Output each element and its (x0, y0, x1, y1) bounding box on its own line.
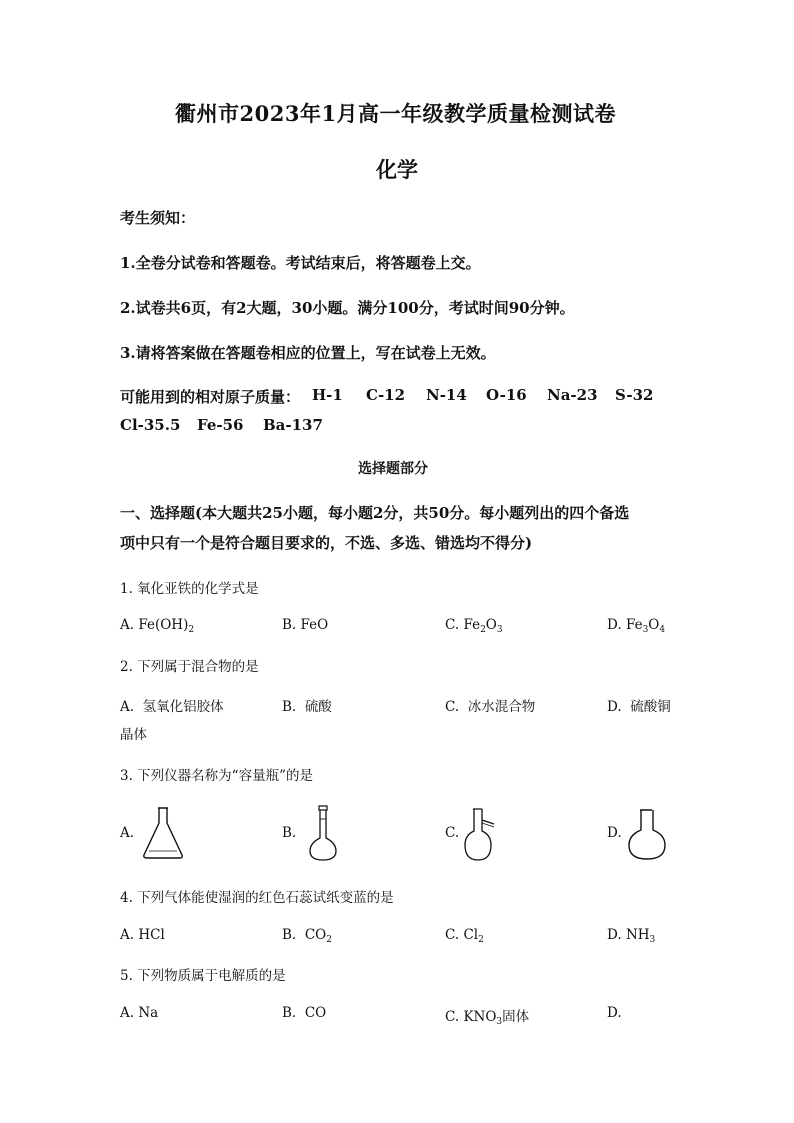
section-instructions-line2: 项中只有一个是符合题目要求的，不选、多选、错选均不得分) (120, 534, 533, 552)
q4-option-b: B. $CO_2$ (282, 927, 332, 945)
q3-option-c-label: C. (445, 825, 460, 841)
atomic-mass-c: C-12 (366, 386, 406, 404)
notice-item-3: 3.请将答案做在答题卷相应的位置上，写在试卷上无效。 (120, 344, 496, 362)
q4-option-c: C. $Cl_2$ (445, 927, 484, 945)
notice-item-1: 1.全卷分试卷和答题卷。考试结束后，将答题卷上交。 (120, 254, 481, 272)
atomic-mass-s: S-32 (615, 386, 654, 404)
q1-option-c: C. $Fe_2O_3$ (445, 617, 503, 635)
q3-option-a-label: A. (120, 825, 135, 841)
q1-option-a: A. $Fe(OH)_2$ (120, 617, 195, 635)
q4-option-d: D. $NH_3$ (607, 927, 656, 945)
atomic-mass-na: Na-23 (547, 386, 598, 404)
q2-option-b: B. 硫酸 (282, 699, 332, 715)
exam-title: 衢州市2023年1月高一年级教学质量检测试卷 (175, 101, 617, 126)
q1-option-b: B. FeO (282, 617, 329, 633)
atomic-mass-h: H-1 (312, 386, 343, 404)
section-instructions-line1: 一、选择题(本大题共25小题，每小题2分，共50分。每小题列出的四个备选 (120, 504, 630, 522)
volumetric-flask-icon (305, 804, 341, 864)
question-2-stem: 2. 下列属于混合物的是 (120, 659, 259, 675)
atomic-mass-ba: Ba-137 (263, 416, 323, 434)
notice-item-2: 2.试卷共6页，有2大题，30小题。满分100分，考试时间90分钟。 (120, 299, 575, 317)
round-bottom-flask-icon (625, 808, 669, 862)
question-5-stem: 5. 下列物质属于电解质的是 (120, 968, 286, 984)
part-title: 选择题部分 (358, 461, 428, 477)
q3-option-d-label: D. (607, 825, 622, 841)
q1-option-d: D. $Fe_3O_4$ (607, 617, 666, 635)
atomic-mass-o: O-16 (486, 386, 527, 404)
notice-heading: 考生须知： (120, 209, 196, 227)
erlenmeyer-flask-icon (140, 805, 186, 861)
q5-option-c: C. $KNO_3$固体 (445, 1009, 530, 1027)
q2-option-a: A. 氢氧化铝胶体 (120, 699, 224, 715)
q2-option-d: D. 硫酸铜 (607, 699, 671, 715)
q2-option-c: C. 冰水混合物 (445, 699, 536, 715)
atomic-mass-cl: Cl-35.5 (120, 416, 181, 434)
question-1-stem: 1. 氧化亚铁的化学式是 (120, 581, 259, 597)
q5-option-a: A. Na (120, 1005, 159, 1021)
atomic-mass-label: 可能用到的相对原子质量： (120, 388, 301, 406)
question-3-stem: 3. 下列仪器名称为“容量瓶”的是 (120, 768, 313, 784)
atomic-mass-n: N-14 (426, 386, 467, 404)
question-4-stem: 4. 下列气体能使湿润的红色石蕊试纸变蓝的是 (120, 890, 394, 906)
subject-title: 化学 (376, 157, 418, 182)
distillation-flask-icon (461, 807, 501, 863)
q4-option-a: A. HCl (120, 927, 165, 943)
q3-option-b-label: B. (282, 825, 297, 841)
q5-option-d: D. (607, 1005, 622, 1021)
q2-option-d-wrap: 晶体 (120, 727, 147, 743)
q5-option-b: B. CO (282, 1005, 327, 1021)
atomic-mass-fe: Fe-56 (197, 416, 244, 434)
